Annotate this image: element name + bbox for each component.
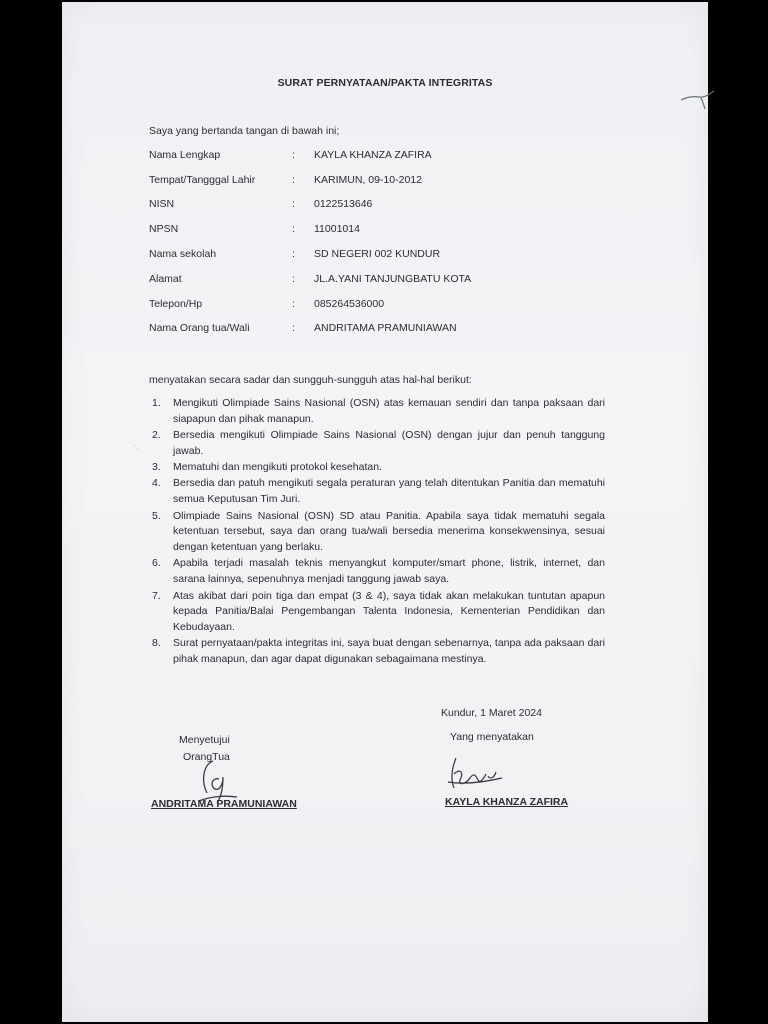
parent-name: ANDRITAMA PRAMUNIAWAN	[151, 798, 297, 810]
list-item	[149, 556, 605, 588]
field-value: 11001014	[314, 223, 360, 235]
field-separator: :	[292, 322, 295, 334]
field-row-nisn	[149, 198, 569, 212]
field-separator: :	[292, 273, 295, 285]
field-label: Tempat/Tangggal Lahir	[149, 174, 256, 186]
field-row-npsn	[149, 223, 569, 237]
list-item-text: Surat pernyataan/pakta integritas ini, saya buat dengan sebenarnya, tanpa ada paksaan dari pihak manapun, dan agar dapat digunakan sebagaimana mestinya.	[173, 637, 605, 666]
list-item-text: Atas akibat dari poin tiga dan empat (3 & 4), saya tidak akan melakukan tuntutan apapun kepada Panitia/Balai Pengembangan Talenta Indonesia, Kementerian Pendidikan dan Kebudayaan.	[173, 589, 605, 634]
list-item-number: 7.	[152, 589, 161, 602]
statement-list	[149, 396, 605, 669]
field-separator: :	[292, 298, 295, 310]
list-item	[149, 428, 605, 460]
list-item-number: 4.	[152, 477, 161, 490]
field-row-tempat-tanggal-lahir	[149, 174, 569, 188]
list-item-text: Bersedia mengikuti Olimpiade Sains Nasional (OSN) dengan jujur dan penuh tanggung jawab.	[173, 429, 605, 457]
field-label: Alamat	[149, 273, 182, 285]
field-row-telepon	[149, 298, 569, 312]
list-item-number: 1.	[152, 397, 161, 409]
list-item	[149, 636, 605, 668]
field-label: NISN	[149, 198, 175, 210]
field-label: Telepon/Hp	[149, 298, 203, 310]
intro-text: Saya yang bertanda tangan di bawah ini;	[149, 125, 340, 137]
field-value: 0122513646	[314, 198, 373, 210]
list-item	[149, 509, 605, 556]
declarer-label: Yang menyatakan	[450, 731, 534, 743]
place-date: Kundur, 1 Maret 2024	[441, 707, 542, 719]
list-item-text: Olimpiade Sains Nasional (OSN) SD atau Panitia. Apabila saya tidak mematuhi segala ketentuan tersebut, saya dan orang tua/wali bersedia menerima konsekwensinya, sesuai dengan ketentuan yang berlaku.	[173, 509, 605, 554]
list-item-text: Mengikuti Olimpiade Sains Nasional (OSN) atas kemauan sendiri dan tanpa paksaan dari siapapun dan pihak manapun.	[173, 397, 605, 425]
statement-text: menyatakan secara sadar dan sungguh-sungguh atas hal-hal berikut:	[149, 374, 472, 386]
field-label: Nama Lengkap	[149, 149, 221, 161]
student-signature-icon	[446, 754, 506, 794]
field-value: ANDRITAMA PRAMUNIAWAN	[314, 322, 457, 334]
field-label: Nama sekolah	[149, 248, 217, 260]
approver-label: Menyetujui	[179, 734, 230, 746]
field-row-nama-sekolah	[149, 248, 569, 262]
list-item	[149, 589, 605, 636]
field-separator: :	[292, 198, 295, 210]
field-row-nama-lengkap	[149, 149, 569, 163]
list-item-text: Bersedia dan patuh mengikuti segala peraturan yang telah ditentukan Panitia dan mematuhi semua Keputusan Tim Juri.	[173, 477, 605, 506]
field-separator: :	[292, 149, 295, 161]
list-item-number: 6.	[152, 557, 161, 570]
list-item	[149, 396, 605, 428]
field-separator: :	[292, 248, 295, 260]
field-value: KARIMUN, 09-10-2012	[314, 174, 422, 186]
list-item-number: 3.	[152, 461, 161, 474]
pen-mark-icon	[679, 88, 719, 110]
field-separator: :	[292, 223, 295, 235]
student-name: KAYLA KHANZA ZAFIRA	[445, 796, 569, 808]
field-row-nama-orang-tua	[149, 322, 569, 336]
field-label: NPSN	[149, 223, 179, 235]
list-item	[149, 476, 605, 508]
document-title: SURAT PERNYATAAN/PAKTA INTEGRITAS	[277, 77, 493, 89]
list-item-number: 2.	[152, 429, 161, 442]
field-value: SD NEGERI 002 KUNDUR	[314, 248, 441, 260]
field-row-alamat	[149, 273, 569, 287]
field-value: KAYLA KHANZA ZAFIRA	[314, 149, 432, 161]
document-page	[62, 2, 708, 1022]
list-item	[149, 460, 605, 476]
list-item-text: Apabila terjadi masalah teknis menyangkut komputer/smart phone, listrik, internet, dan sarana lainnya, sepenuhnya menjadi tanggung jawab saya.	[173, 557, 605, 586]
field-value: 085264536000	[314, 298, 385, 310]
list-item-number: 5.	[152, 509, 161, 522]
list-item-text: Mematuhi dan mengikuti protokol kesehatan.	[173, 461, 382, 474]
field-value: JL.A.YANI TANJUNGBATU KOTA	[314, 273, 472, 285]
approver-role: OrangTua	[183, 751, 230, 763]
field-label: Nama Orang tua/Wali	[149, 322, 250, 334]
field-separator: :	[292, 174, 295, 186]
list-item-number: 8.	[152, 637, 161, 650]
paper-speck-icon: ˙·	[134, 446, 139, 453]
